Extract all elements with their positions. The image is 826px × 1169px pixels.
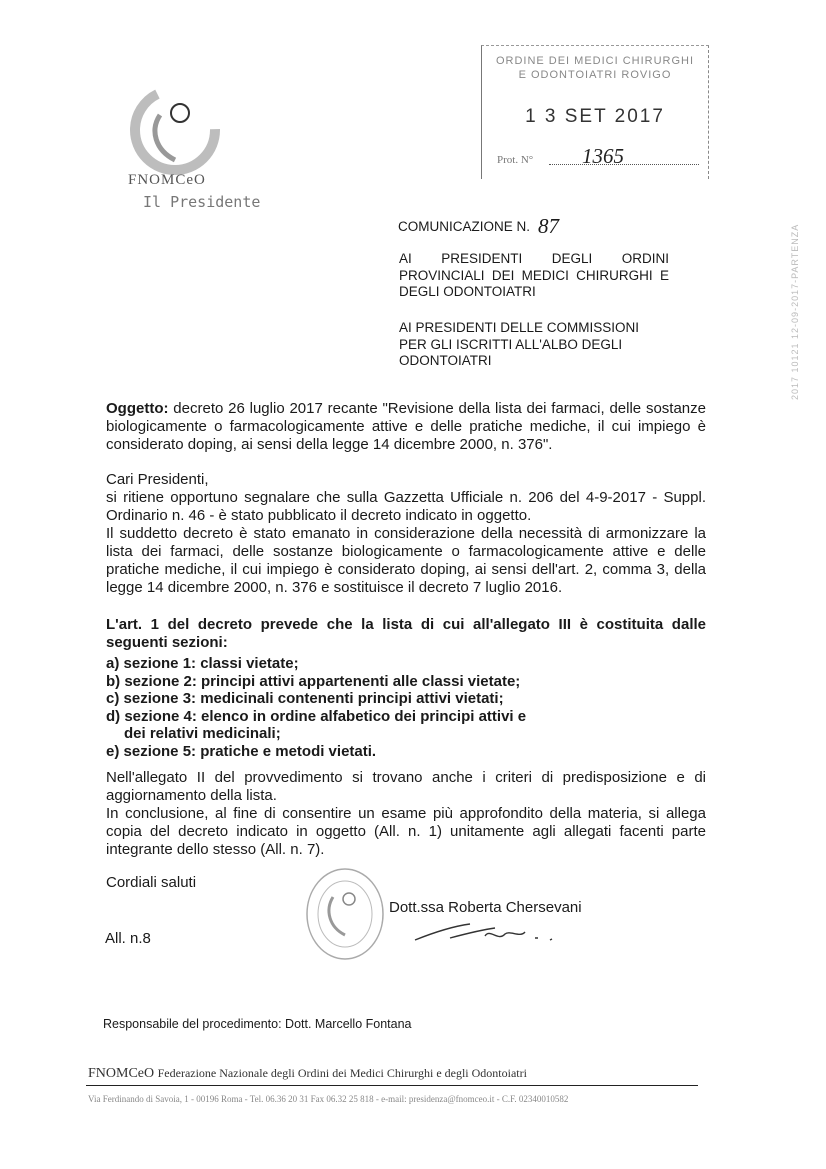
subject	[106, 400, 706, 454]
list-item: b) sezione 2: principi attivi appartenenti alle classi vietate;	[106, 672, 521, 690]
fnomceo-logo	[130, 85, 220, 175]
recipient-presidents-ordini: AI PRESIDENTI DEGLI ORDINI PROVINCIALI DEI MEDICI CHIRURGHI E DEGLI ODONTOIATRI	[399, 251, 669, 299]
stamp-protocol-number: 1365	[582, 144, 624, 168]
subject-label: Oggetto:	[106, 400, 169, 417]
paragraph-gazzetta: si ritiene opportuno segnalare che sulla Gazzetta Ufficiale n. 206 del 4-9-2017 - Suppl. Ordinario n. 46 - è stato pubblicato il decreto indicato in oggetto.	[106, 489, 706, 524]
list-item: e) sezione 5: pratiche e metodi vietati.	[106, 742, 377, 760]
stamp-line-2: E ODONTOIATRI ROVIGO	[518, 69, 672, 81]
paragraph-allegato: Nell'allegato II del provvedimento si trovano anche i criteri di predisposizione e di aggiornamento della lista.	[106, 769, 706, 804]
seal-stamp	[303, 865, 388, 963]
list-item: a) sezione 1: classi vietate;	[106, 655, 299, 672]
signer-name: Dott.ssa Roberta Chersevani	[389, 899, 582, 916]
footer-org-name: FNOMCeO	[88, 1066, 155, 1081]
subject-text: decreto 26 luglio 2017 recante "Revisione della lista dei farmaci, delle sostanze biologicamente o farmacologicamente attive e delle pratiche mediche, il cui impiego è considerato doping, ai sensi della legge 14 dicembre 2000, n. 376".	[106, 400, 706, 453]
president-label: Il Presidente	[143, 193, 261, 211]
list-item: c) sezione 3: medicinali contenenti principi attivi vietati;	[106, 690, 504, 707]
list-item: d) sezione 4: elenco in ordine alfabetico dei principi attivi e	[106, 707, 527, 725]
stamp-protocol-label: Prot. N°	[497, 154, 534, 166]
recipient-presidents-commissioni: AI PRESIDENTI DELLE COMMISSIONI PER GLI ISCRITTI ALL'ALBO DEGLI ODONTOIATRI	[399, 320, 640, 368]
stamp-date: 1 3 SET 2017	[525, 106, 665, 127]
attachments-count: All. n.8	[105, 930, 151, 947]
communication-number: 87	[538, 214, 559, 238]
communication-label: COMUNICAZIONE N.	[398, 219, 531, 234]
footer-organization	[88, 1066, 527, 1082]
list-item: dei relativi medicinali;	[124, 725, 281, 742]
side-protocol-note: 2017 10121 12-09-2017-PARTENZA	[790, 223, 800, 400]
stamp-line-1: ORDINE DEI MEDICI CHIRURGHI	[495, 55, 695, 67]
footer-org-description: Federazione Nazionale degli Ordini dei Medici Chirurghi e degli Odontoiatri	[157, 1066, 527, 1080]
protocol-stamp	[481, 45, 709, 179]
stamp-dotted-line	[549, 164, 699, 165]
org-name: FNOMCeO	[128, 172, 206, 188]
sections-list	[106, 655, 526, 760]
footer-divider	[86, 1085, 698, 1086]
signature	[410, 918, 570, 948]
footer-address: Via Ferdinando di Savoia, 1 - 00196 Roma - Tel. 06.36 20 31 Fax 06.32 25 818 - e-mail: presidenza@fnomceo.it - C.F. 02340010582	[88, 1094, 569, 1104]
paragraph-conclusion: In conclusione, al fine di consentire un esame più approfondito della materia, si allega copia del decreto indicato in oggetto (All. n. 1) unitamente agli allegati facenti parte integrante dello stesso (All. n. 7).	[106, 805, 706, 858]
paragraph-decree: Il suddetto decreto è stato emanato in considerazione della necessità di armonizzare la lista dei farmaci, delle sostanze biologicamente o farmacologicamente attive e delle pratiche mediche, il cui impiego è considerato doping, ai sensi dell'art. 2, comma 3, della legge 14 dicembre 2000, n. 376 e sostituisce il decreto 7 luglio 2016.	[106, 525, 706, 596]
greeting: Cari Presidenti,	[106, 471, 209, 488]
responsible-officer: Responsabile del procedimento: Dott. Marcello Fontana	[103, 1017, 412, 1031]
paragraph-article: L'art. 1 del decreto prevede che la lista di cui all'allegato III è costituita dalle seguenti sezioni:	[106, 616, 706, 651]
closing: Cordiali saluti	[106, 874, 197, 891]
